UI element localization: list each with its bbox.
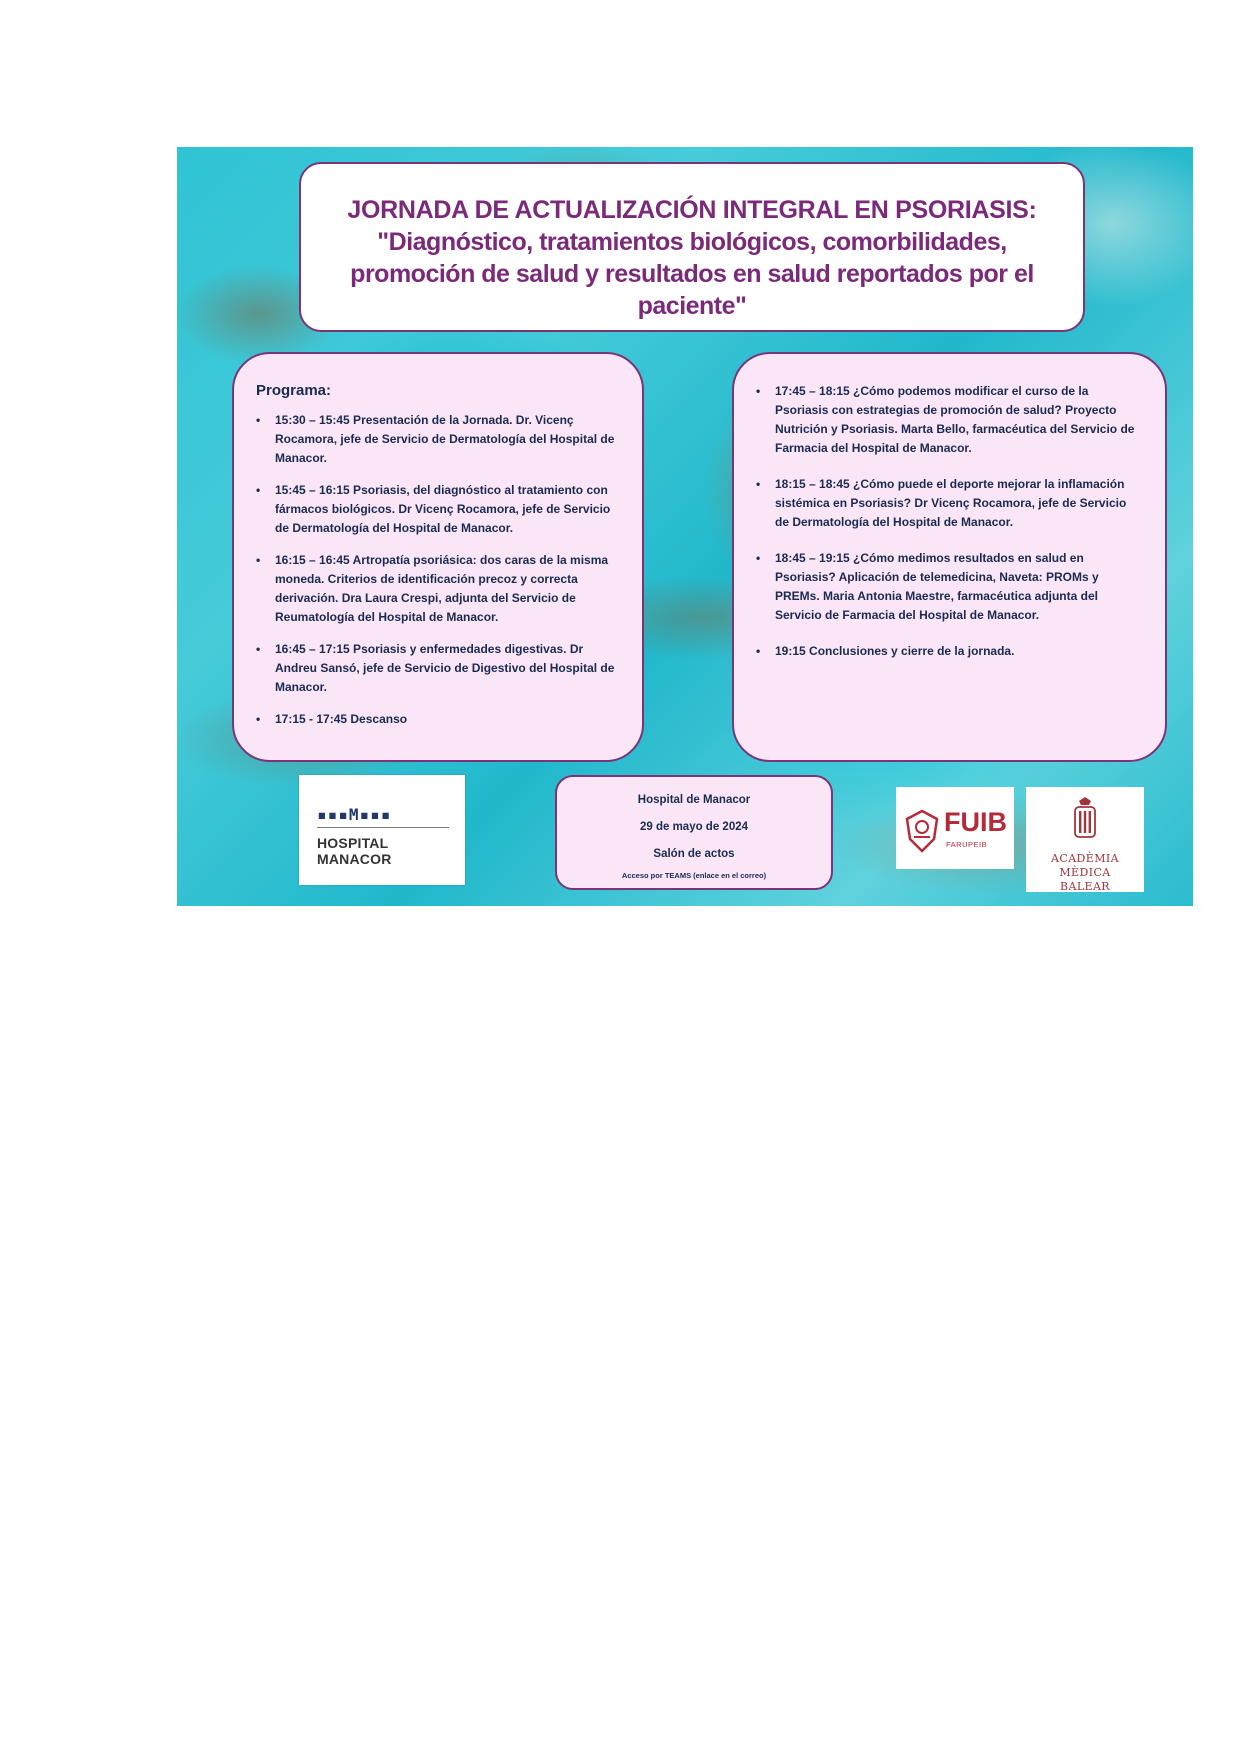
program-item-text: 16:45 – 17:15 Psoriasis y enfermedades digestivas. Dr Andreu Sansó, jefe de Servicio de Digestivo del Hospital de Manacor. xyxy=(275,642,615,694)
bullet-icon: • xyxy=(256,413,261,427)
poster-subtitle: "Diagnóstico, tratamientos biológicos, comorbilidades, promoción de salud y resultados en salud reportados por el paciente" xyxy=(350,228,1034,320)
bullet-icon: • xyxy=(756,477,761,491)
hospital-logo-name: HOSPITAL MANACOR xyxy=(317,835,392,867)
program-item xyxy=(256,710,620,729)
program-panel-right xyxy=(732,352,1167,762)
program-heading: Programa: xyxy=(256,382,332,399)
event-date: 29 de mayo de 2024 xyxy=(639,821,749,833)
fuib-logo-text: FUIB xyxy=(944,807,1007,837)
event-access: Acceso por TEAMS (enlace en el correo) xyxy=(621,871,767,880)
program-item xyxy=(756,642,1143,661)
program-item xyxy=(256,551,620,627)
program-item-text: 17:15 - 17:45 Descanso xyxy=(275,712,408,726)
event-poster xyxy=(177,147,1193,906)
program-item xyxy=(256,481,620,538)
hospital-manacor-logo xyxy=(299,775,465,885)
event-room: Salón de actos xyxy=(653,848,735,860)
program-item-text: 15:45 – 16:15 Psoriasis, del diagnóstico al tratamiento con fármacos biológicos. Dr Vicenç Rocamora, jefe de Servicio de Dermatología del Hospital de Manacor. xyxy=(275,483,611,535)
bullet-icon: • xyxy=(256,483,261,497)
program-item-text: 18:15 – 18:45 ¿Cómo puede el deporte mejorar la inflamación sistémica en Psoriasis? Dr Vicenç Rocamora, jefe de Servicio de Dermatología del Hospital de Manacor. xyxy=(775,477,1127,529)
bullet-icon: • xyxy=(256,553,261,567)
academia-emblem-icon xyxy=(1071,797,1099,841)
bullet-icon: • xyxy=(756,644,761,658)
program-panel-left xyxy=(232,352,644,762)
program-item xyxy=(256,640,620,697)
program-item xyxy=(756,382,1143,458)
fuib-logo-subtext: FARUPEIB xyxy=(946,840,988,849)
hospital-logo-rule xyxy=(317,827,449,828)
bullet-icon: • xyxy=(256,712,261,726)
program-item-text: 15:30 – 15:45 Presentación de la Jornada. Dr. Vicenç Rocamora, jefe de Servicio de Dermatología del Hospital de Manacor. xyxy=(275,413,615,465)
bullet-icon: • xyxy=(756,384,761,398)
program-list-right xyxy=(756,382,1143,661)
event-info-box xyxy=(555,775,833,890)
academia-logo-name: ACADÈMIA MÈDICA BALEAR xyxy=(1051,852,1119,893)
academia-medica-balear-logo xyxy=(1026,787,1144,892)
program-item xyxy=(756,475,1143,532)
title-box xyxy=(299,162,1085,332)
bullet-icon: • xyxy=(756,551,761,565)
fuib-emblem-icon xyxy=(904,809,940,853)
event-place: Hospital de Manacor xyxy=(637,794,751,806)
poster-title: JORNADA DE ACTUALIZACIÓN INTEGRAL EN PSORIASIS: xyxy=(347,196,1037,224)
program-item-text: 18:45 – 19:15 ¿Cómo medimos resultados en salud en Psoriasis? Aplicación de telemedicina, Naveta: PROMs y PREMs. Maria Antonia Maestre, farmacéutica adjunta del Servicio de Farmacia del Hospital de Manacor. xyxy=(775,551,1099,622)
program-item-text: 19:15 Conclusiones y cierre de la jornada. xyxy=(775,644,1015,658)
program-item xyxy=(756,549,1143,625)
program-list-left xyxy=(256,411,620,729)
program-item xyxy=(256,411,620,468)
fuib-logo xyxy=(896,787,1014,869)
program-item-text: 17:45 – 18:15 ¿Cómo podemos modificar el curso de la Psoriasis con estrategias de promoción de salud? Proyecto Nutrición y Psoriasis. Marta Bello, farmacéutica del Servicio de Farmacia del Hospital de Manacor. xyxy=(775,384,1135,455)
hospital-logo-mark: ▪▪▪M▪▪▪ xyxy=(317,805,392,824)
program-item-text: 16:15 – 16:45 Artropatía psoriásica: dos caras de la misma moneda. Criterios de identificación precoz y correcta derivación. Dra Laura Crespi, adjunta del Servicio de Reumatología del Hospital de Manacor. xyxy=(275,553,609,624)
bullet-icon: • xyxy=(256,642,261,656)
